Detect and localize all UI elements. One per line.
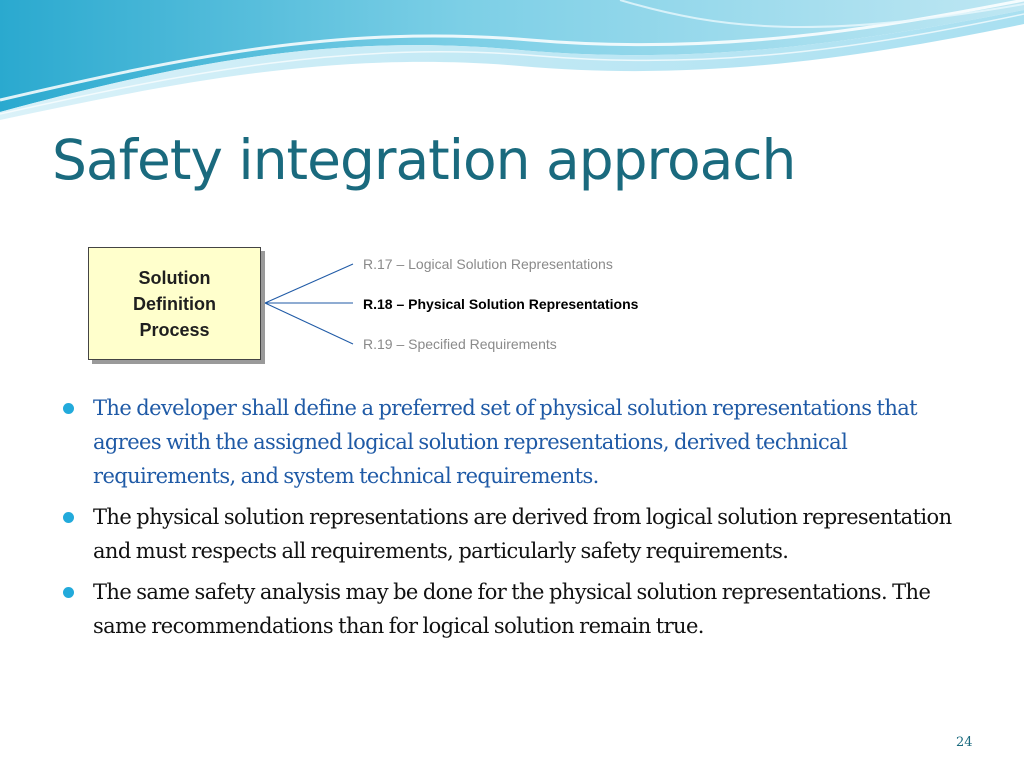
requirement-r18: R.18 – Physical Solution Representations [363,296,639,312]
connector-line-r17 [265,264,353,303]
process-box-line-3: Process [139,319,210,340]
bullet-list [62,391,962,650]
bullet-dot-icon [63,403,74,414]
bullet-dot-icon [63,587,74,598]
bullet-item [62,575,962,643]
connector-line-r19 [265,303,353,344]
slide-title: Safety integration approach [52,128,796,192]
bullet-text: The physical solution representations are derived from logical solution representation and must respects all requirements, particularly safety requirements. [93,505,952,563]
bullet-dot-icon [63,512,74,523]
page-number: 24 [956,735,973,750]
process-box-line-1: Solution [138,267,211,288]
process-box-line-2: Definition [133,293,216,314]
bullet-text: The developer shall define a preferred set of physical solution representations that agrees with the assigned logical solution representations, derived technical requirements, and system technical requirements. [93,396,918,488]
requirement-r19: R.19 – Specified Requirements [363,336,557,352]
requirement-r17: R.17 – Logical Solution Representations [363,256,613,272]
bullet-text: The same safety analysis may be done for the physical solution representations. The same recommendations than for logical solution remain true. [93,580,931,638]
bullet-item [62,500,962,568]
bullet-item [62,391,962,493]
